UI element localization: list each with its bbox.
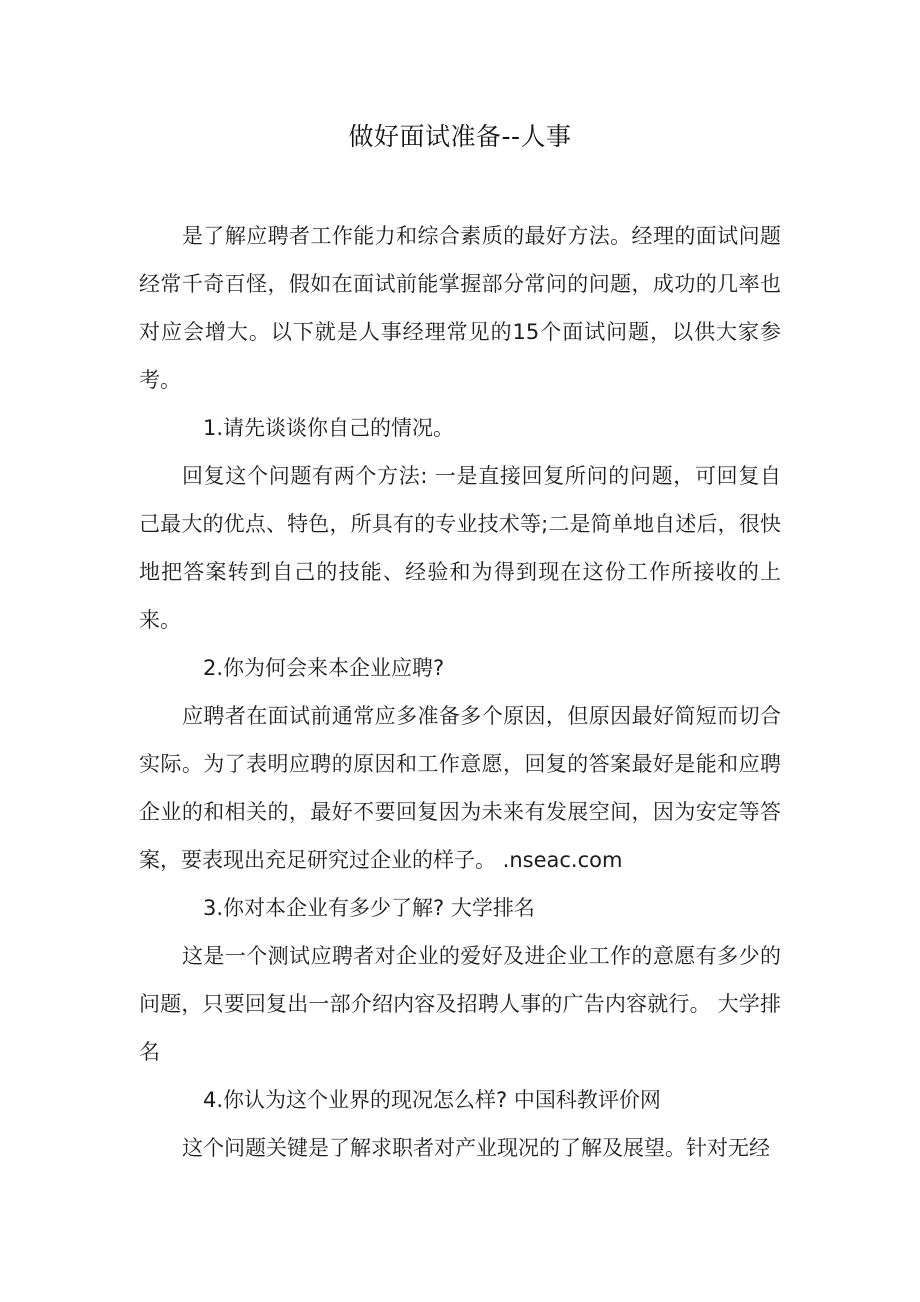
question-2: 2.你为何会来本企业应聘? — [203, 656, 445, 680]
answer-1: 回复这个问题有两个方法: 一是直接回复所问的问题，可回复自己最大的优点、特色，所具有的专业技术等;二是简单地自述后，很快地把答案转到自己的技能、经验和为得到现在这份工作所接收的上来。 — [139, 464, 781, 632]
document-title: 做好面试准备--人事 — [348, 122, 572, 151]
answer-2: 应聘者在面试前通常应多准备多个原因，但原因最好简短而切合实际。为了表明应聘的原因和工作意愿，回复的答案最好是能和应聘企业的和相关的，最好不要回复因为未来有发展空间，因为安定等答案，要表现出充足研究过企业的样子。 .nseac.com — [139, 704, 781, 872]
answer-3: 这是一个测试应聘者对企业的爱好及进企业工作的意愿有多少的问题，只要回复出一部介绍内容及招聘人事的广告内容就行。 大学排名 — [139, 944, 781, 1064]
question-1: 1.请先谈谈你自己的情况。 — [203, 416, 455, 440]
document-body — [139, 212, 781, 1172]
question-4: 4.你认为这个业界的现况怎么样? 中国科教评价网 — [203, 1088, 661, 1112]
intro-paragraph: 是了解应聘者工作能力和综合素质的最好方法。经理的面试问题经常千奇百怪，假如在面试前能掌握部分常问的问题，成功的几率也对应会增大。以下就是人事经理常见的15个面试问题，以供大家参考。 — [139, 224, 781, 392]
answer-4-partial: 这个问题关键是了解求职者对产业现况的了解及展望。针对无经 — [182, 1136, 770, 1160]
question-3: 3.你对本企业有多少了解? 大学排名 — [203, 896, 535, 920]
